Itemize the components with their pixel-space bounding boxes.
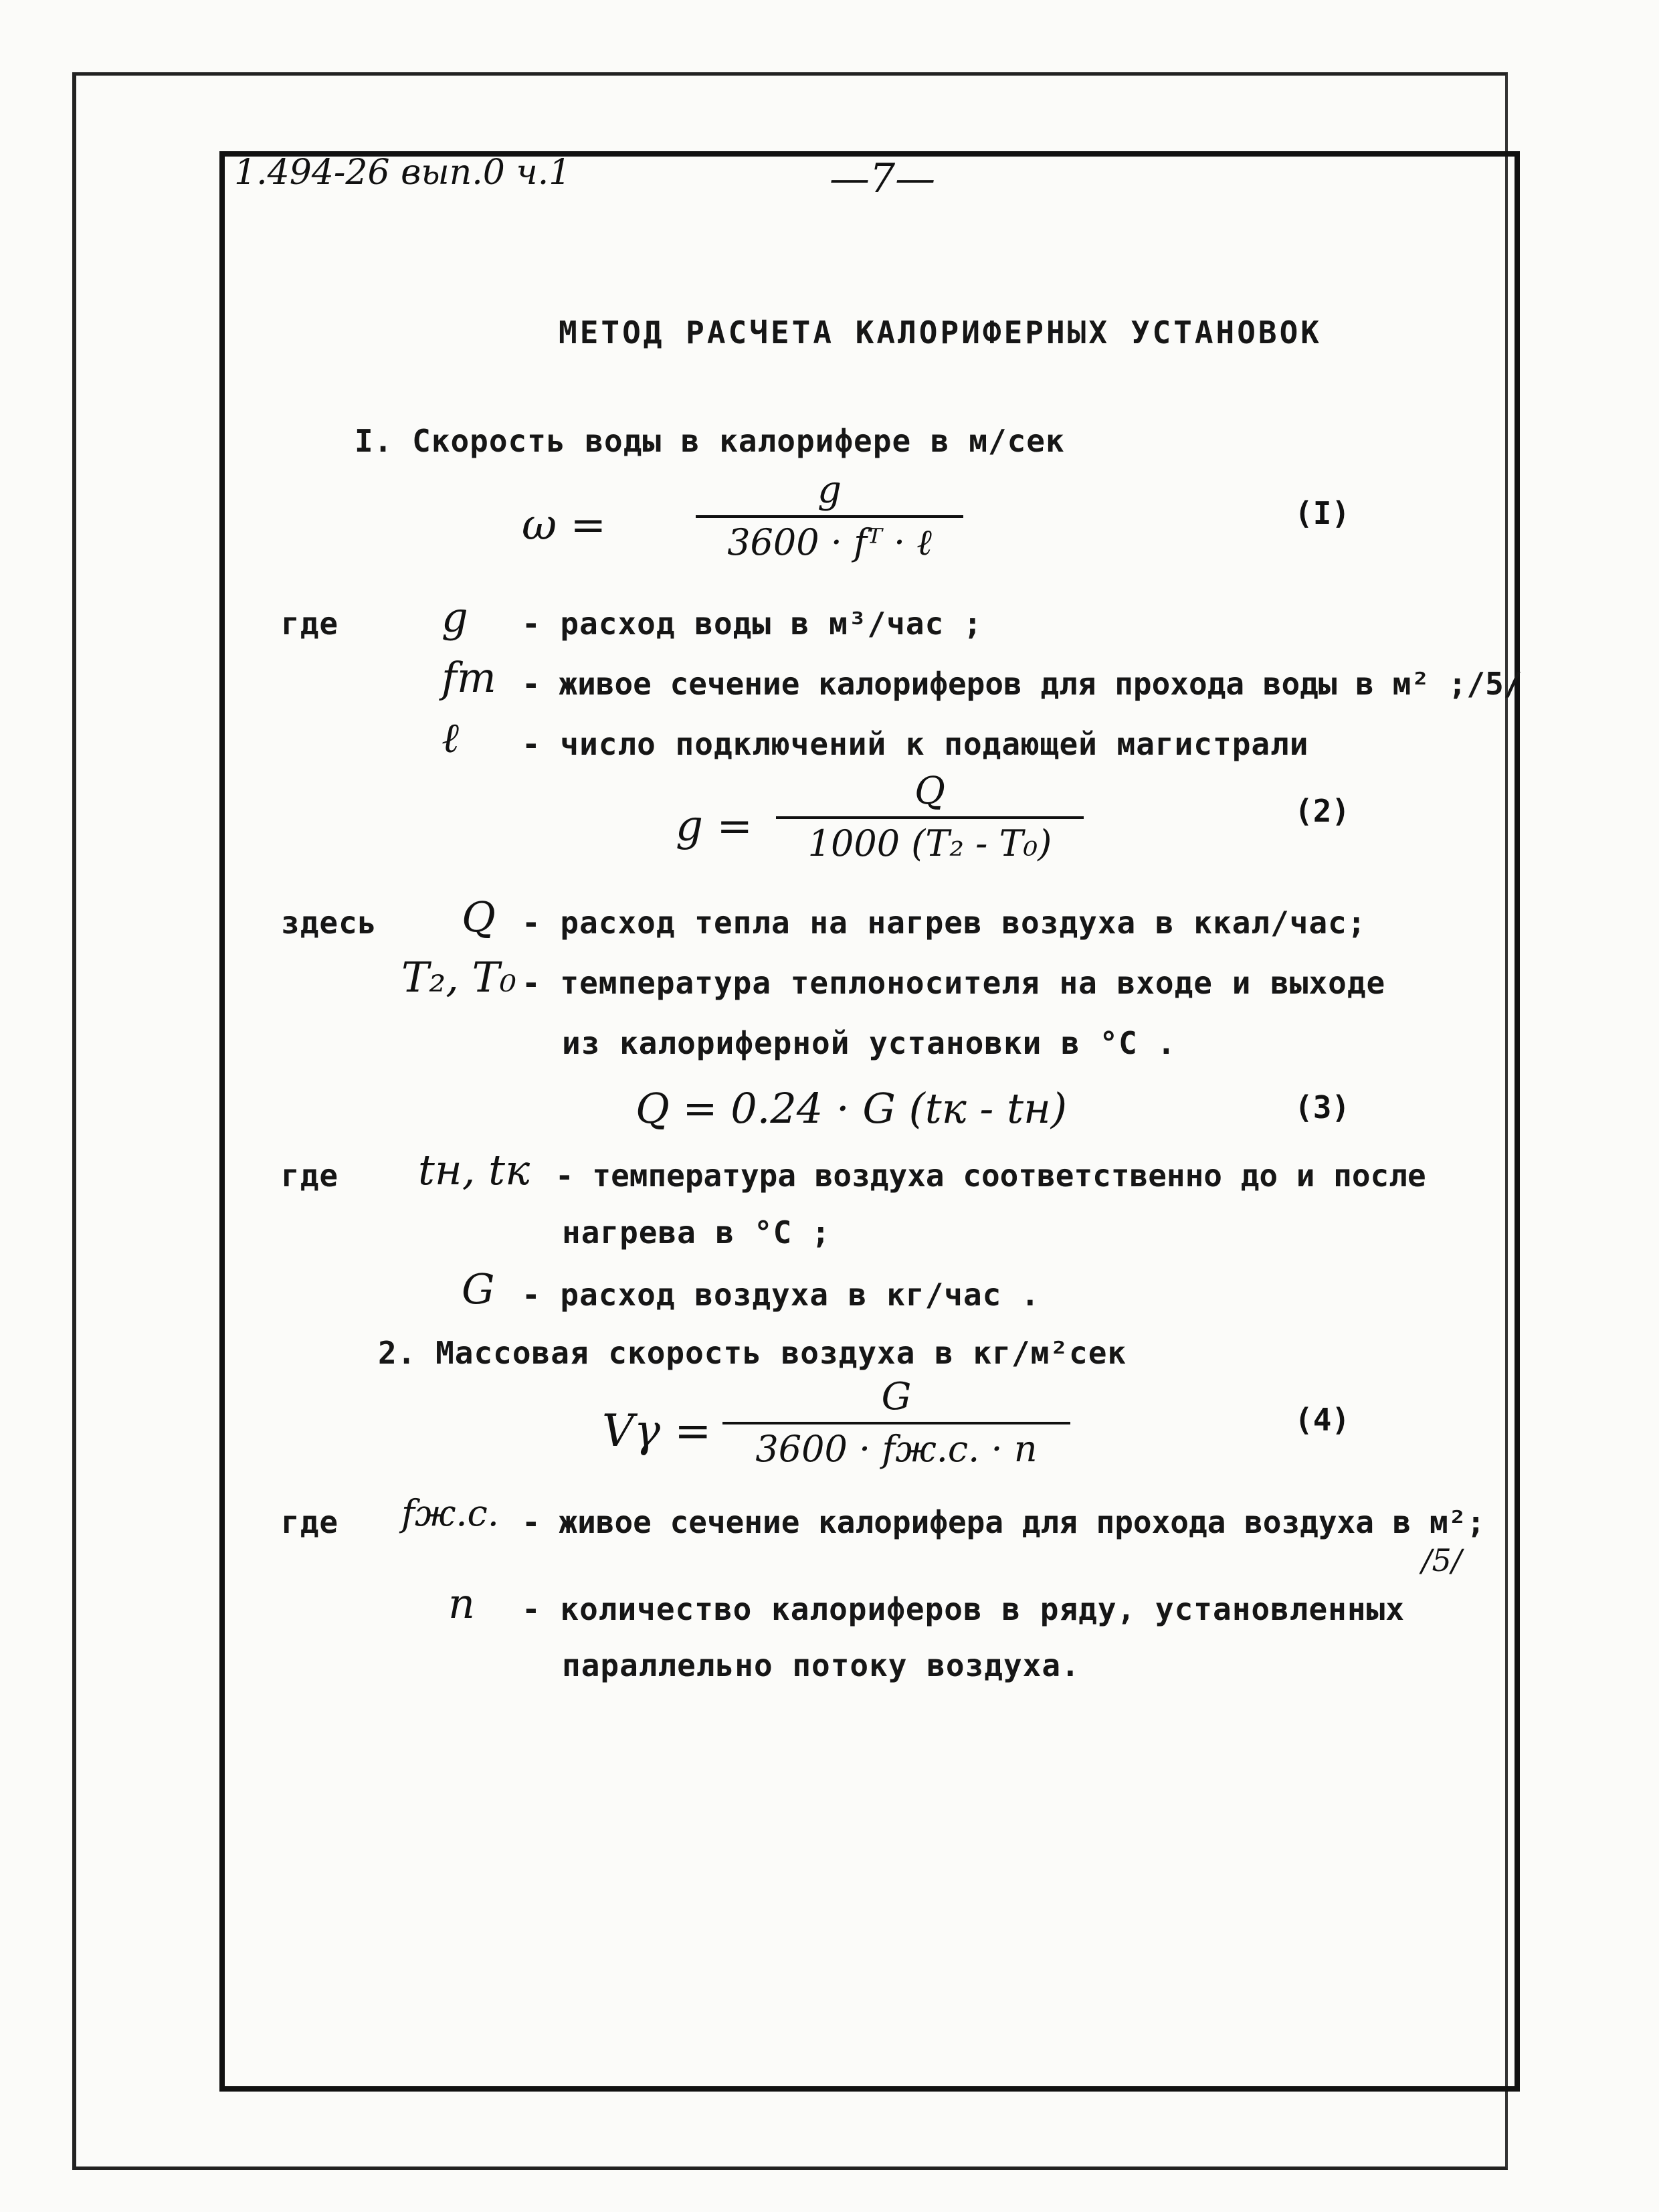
formula1-fraction	[696, 468, 963, 563]
doc-code: 1.494-26 вып.0 ч.1	[234, 153, 571, 193]
formula4-fraction	[722, 1375, 1070, 1470]
def3-text-t: - температура воздуха соответственно до и после	[555, 1158, 1426, 1194]
def1-symbol-l: ℓ	[442, 713, 459, 762]
def1-symbol-g: g	[442, 593, 468, 642]
def4-symbol-f: fж.с.	[401, 1492, 499, 1534]
formula4-denominator: 3600 · fж.с. · n	[755, 1428, 1038, 1470]
def2-symbol-q: Q	[462, 893, 496, 941]
formula2-lhs: g =	[676, 802, 753, 851]
def2-symbol-t: T₂, T₀	[401, 953, 516, 1002]
def4-text-n: - количество калориферов в ряду, установленных	[522, 1591, 1405, 1627]
formula2-number: (2)	[1294, 793, 1351, 829]
where-label-3: где	[281, 1158, 339, 1194]
section2-heading: 2. Массовая скорость воздуха в кг/м²сек	[378, 1335, 1127, 1371]
formula2-numerator: Q	[914, 769, 945, 813]
formula4-bar	[722, 1422, 1070, 1424]
formula1-numerator: g	[817, 468, 842, 512]
page-title: МЕТОД РАСЧЕТА КАЛОРИФЕРНЫХ УСТАНОВОК	[559, 314, 1322, 351]
def3-text-t-cont: нагрева в °С ;	[562, 1214, 831, 1251]
def1-symbol-ft: fт	[442, 653, 496, 702]
def2-text-q: - расход тепла на нагрев воздуха в ккал/час;	[522, 905, 1367, 941]
def4-text-f: - живое сечение калорифера для прохода воздуха в м²;	[522, 1504, 1486, 1540]
formula1-denominator: 3600 · fᵀ · ℓ	[727, 521, 932, 563]
formula1-lhs: ω =	[522, 500, 607, 550]
formula3-number: (3)	[1294, 1089, 1351, 1125]
formula4-numerator: G	[881, 1375, 912, 1418]
def3-symbol-t: tн, tк	[418, 1145, 530, 1194]
def1-text-ft: - живое сечение калориферов для прохода воды в м² ;/5/	[522, 666, 1523, 702]
where-label-2: здесь	[281, 905, 377, 941]
formula4-number: (4)	[1294, 1402, 1351, 1438]
def1-text-l: - число подключений к подающей магистрали	[522, 726, 1309, 762]
def2-text-t-cont: из калориферной установки в °С .	[562, 1025, 1177, 1061]
page-number: —7—	[830, 155, 936, 202]
formula2-bar	[776, 816, 1084, 819]
def2-text-t: - температура теплоносителя на входе и выходе	[522, 965, 1386, 1001]
def4-ref: /5/	[1422, 1542, 1462, 1578]
where-label-1: где	[281, 606, 339, 642]
formula3-expr: Q = 0.24 · G (tк - tн)	[636, 1084, 1068, 1133]
formula1-bar	[696, 515, 963, 518]
def4-symbol-n: n	[448, 1579, 475, 1628]
formula2-denominator: 1000 (T₂ - T₀)	[807, 822, 1052, 864]
where-label-4: где	[281, 1504, 339, 1540]
section1-heading: I. Скорость воды в калорифере в м/сек	[355, 423, 1065, 459]
def3-symbol-g: G	[462, 1265, 495, 1313]
def3-text-g: - расход воздуха в кг/час .	[522, 1277, 1040, 1313]
formula2-fraction	[776, 769, 1084, 864]
def4-text-n-cont: параллельно потоку воздуха.	[562, 1647, 1080, 1683]
formula4-lhs: Vγ =	[602, 1405, 712, 1457]
formula1-number: (I)	[1294, 495, 1351, 531]
def1-text-g: - расход воды в м³/час ;	[522, 606, 983, 642]
